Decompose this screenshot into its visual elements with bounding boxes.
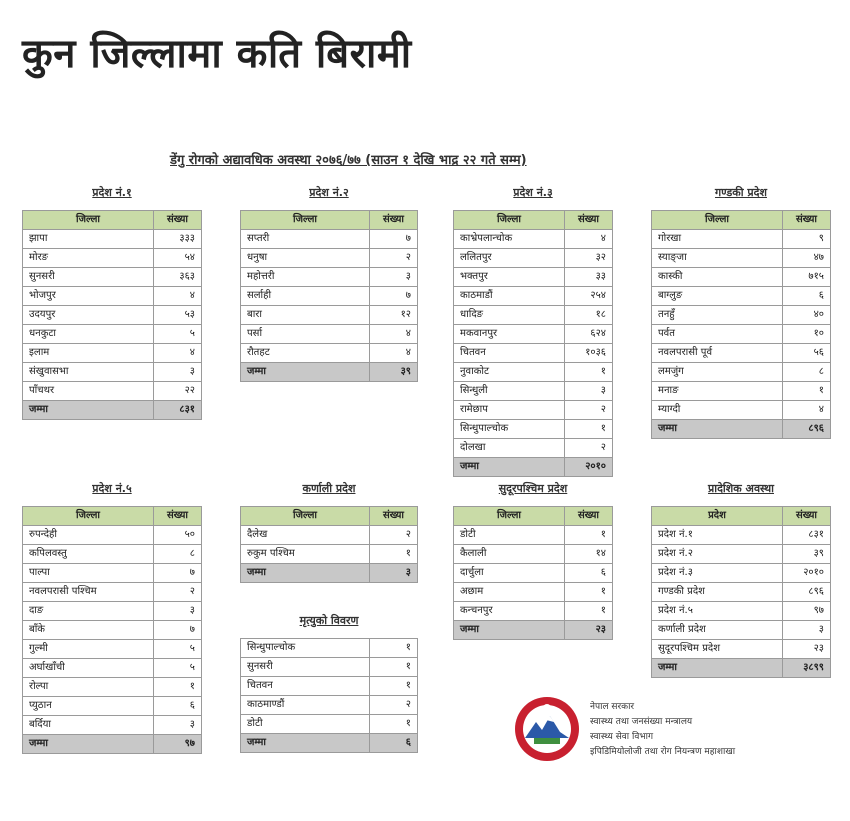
table-row xyxy=(23,230,202,249)
table-row xyxy=(23,249,202,268)
district-name: चितवन xyxy=(241,677,370,696)
district-name: रोल्पा xyxy=(23,678,154,697)
case-count: १८ xyxy=(565,306,613,325)
table-title: प्रदेश नं.१ xyxy=(92,186,132,199)
district-name: दैलेख xyxy=(241,526,370,545)
table-row xyxy=(23,697,202,716)
column-header: संख्या xyxy=(565,211,613,230)
total-count: ८३१ xyxy=(154,401,202,420)
district-name: मोरङ xyxy=(23,249,154,268)
case-count: १ xyxy=(565,363,613,382)
table-row xyxy=(241,344,418,363)
total-count: २०१० xyxy=(565,458,613,477)
case-count: २ xyxy=(565,439,613,458)
case-count: ७ xyxy=(154,621,202,640)
column-header: जिल्ला xyxy=(23,507,154,526)
district-name: दाङ xyxy=(23,602,154,621)
district-name: नुवाकोट xyxy=(454,363,565,382)
data-table xyxy=(651,506,831,678)
total-count: ९७ xyxy=(154,735,202,754)
table-block xyxy=(453,186,613,477)
district-name: सिन्धुपाल्चोक xyxy=(241,639,370,658)
district-name: नवलपरासी पश्चिम xyxy=(23,583,154,602)
column-header: जिल्ला xyxy=(23,211,154,230)
table-header-row xyxy=(241,211,418,230)
district-name: सर्लाही xyxy=(241,287,370,306)
table-row xyxy=(652,268,831,287)
district-name: रुकुम पश्चिम xyxy=(241,545,370,564)
case-count: ८९६ xyxy=(783,583,831,602)
table-header-row xyxy=(241,507,418,526)
case-count: १ xyxy=(565,602,613,621)
table-row xyxy=(454,306,613,325)
table-row xyxy=(652,401,831,420)
table-row xyxy=(241,658,418,677)
district-name: अर्घाखाँची xyxy=(23,659,154,678)
case-count: ३ xyxy=(154,363,202,382)
table-row xyxy=(23,268,202,287)
district-name: कैलाली xyxy=(454,545,565,564)
district-name: डोटी xyxy=(454,526,565,545)
table-row xyxy=(454,420,613,439)
district-name: काठमाडौं xyxy=(454,287,565,306)
district-name: इलाम xyxy=(23,344,154,363)
table-row xyxy=(23,306,202,325)
table-row xyxy=(23,678,202,697)
district-name: सप्तरी xyxy=(241,230,370,249)
table-header-row xyxy=(454,507,613,526)
agency-line: स्वास्थ्य तथा जनसंख्या मन्त्रालय xyxy=(590,717,693,727)
case-count: ८ xyxy=(154,545,202,564)
district-name: प्रदेश नं.२ xyxy=(652,545,783,564)
case-count: १०३६ xyxy=(565,344,613,363)
table-block xyxy=(22,482,202,754)
case-count: २५४ xyxy=(565,287,613,306)
case-count: १ xyxy=(783,382,831,401)
table-row xyxy=(241,545,418,564)
table-row xyxy=(652,564,831,583)
table-row xyxy=(23,716,202,735)
total-label: जम्मा xyxy=(23,401,154,420)
case-count: ५० xyxy=(154,526,202,545)
column-header: जिल्ला xyxy=(454,211,565,230)
case-count: ७ xyxy=(154,564,202,583)
case-count: २ xyxy=(370,526,418,545)
case-count: ८३१ xyxy=(783,526,831,545)
case-count: १ xyxy=(370,715,418,734)
total-row xyxy=(241,363,418,382)
nepal-government-emblem-icon xyxy=(512,694,582,764)
case-count: ३३३ xyxy=(154,230,202,249)
district-name: पर्वत xyxy=(652,325,783,344)
district-name: बाँके xyxy=(23,621,154,640)
total-label: जम्मा xyxy=(241,363,370,382)
total-count: ३ xyxy=(370,564,418,583)
agency-block xyxy=(590,700,735,760)
case-count: २२ xyxy=(154,382,202,401)
table-row xyxy=(652,545,831,564)
table-row xyxy=(241,696,418,715)
case-count: ४ xyxy=(154,287,202,306)
total-row xyxy=(454,458,613,477)
data-table xyxy=(453,210,613,477)
district-name: अछाम xyxy=(454,583,565,602)
data-table xyxy=(22,210,202,420)
case-count: ५४ xyxy=(154,249,202,268)
table-row xyxy=(23,640,202,659)
table-row xyxy=(241,715,418,734)
case-count: ७१५ xyxy=(783,268,831,287)
total-row xyxy=(241,564,418,583)
total-row xyxy=(652,659,831,678)
table-title: प्रदेश नं.५ xyxy=(92,482,132,495)
case-count: ६ xyxy=(783,287,831,306)
district-name: पाँचथर xyxy=(23,382,154,401)
case-count: ५६ xyxy=(783,344,831,363)
district-name: चितवन xyxy=(454,344,565,363)
table-block xyxy=(240,186,418,382)
case-count: ५ xyxy=(154,325,202,344)
total-label: जम्मा xyxy=(652,659,783,678)
column-header: जिल्ला xyxy=(454,507,565,526)
case-count: ३ xyxy=(370,268,418,287)
district-name: रामेछाप xyxy=(454,401,565,420)
table-row xyxy=(23,621,202,640)
table-row xyxy=(241,230,418,249)
total-label: जम्मा xyxy=(652,420,783,439)
table-row xyxy=(23,545,202,564)
table-row xyxy=(23,526,202,545)
table-row xyxy=(23,287,202,306)
table-title: प्रदेश नं.३ xyxy=(513,186,553,199)
case-count: ९ xyxy=(783,230,831,249)
table-row xyxy=(23,382,202,401)
case-count: १२ xyxy=(370,306,418,325)
table-row xyxy=(241,639,418,658)
case-count: ३ xyxy=(783,621,831,640)
case-count: १ xyxy=(370,677,418,696)
district-name: डोटी xyxy=(241,715,370,734)
table-row xyxy=(241,287,418,306)
case-count: १ xyxy=(565,583,613,602)
headline: कुन जिल्लामा कति बिरामी xyxy=(22,31,412,77)
table-row xyxy=(241,325,418,344)
district-name: धनुषा xyxy=(241,249,370,268)
total-count: २३ xyxy=(565,621,613,640)
table-row xyxy=(652,249,831,268)
district-name: बर्दिया xyxy=(23,716,154,735)
table-row xyxy=(652,325,831,344)
total-count: ६ xyxy=(370,734,418,753)
table-row xyxy=(652,287,831,306)
district-name: प्रदेश नं.३ xyxy=(652,564,783,583)
table-row xyxy=(23,659,202,678)
case-count: ४ xyxy=(154,344,202,363)
table-header-row xyxy=(23,211,202,230)
district-name: कर्णाली प्रदेश xyxy=(652,621,783,640)
district-name: दार्चुला xyxy=(454,564,565,583)
case-count: १ xyxy=(370,658,418,677)
table-header-row xyxy=(23,507,202,526)
column-header: संख्या xyxy=(565,507,613,526)
case-count: १४ xyxy=(565,545,613,564)
table-row xyxy=(652,640,831,659)
table-row xyxy=(454,583,613,602)
total-label: जम्मा xyxy=(241,564,370,583)
table-row xyxy=(23,583,202,602)
district-name: सुनसरी xyxy=(241,658,370,677)
case-count: ३ xyxy=(154,602,202,621)
table-row xyxy=(241,306,418,325)
case-count: २ xyxy=(154,583,202,602)
report-title: डेंगु रोगको अद्यावधिक अवस्था २०७६/७७ (साउन १ देखि भाद्र २२ गते सम्म) xyxy=(170,153,527,168)
district-name: कपिलवस्तु xyxy=(23,545,154,564)
district-name: सिन्धुली xyxy=(454,382,565,401)
table-row xyxy=(454,401,613,420)
total-row xyxy=(454,621,613,640)
table-row xyxy=(652,230,831,249)
column-header: संख्या xyxy=(154,211,202,230)
table-row xyxy=(241,677,418,696)
table-title: कर्णाली प्रदेश xyxy=(302,482,356,495)
column-header: संख्या xyxy=(154,507,202,526)
case-count: ५ xyxy=(154,640,202,659)
total-row xyxy=(23,735,202,754)
total-count: ३९ xyxy=(370,363,418,382)
table-title: प्रदेश नं.२ xyxy=(309,186,349,199)
case-count: ५ xyxy=(154,659,202,678)
table-row xyxy=(454,602,613,621)
column-header: प्रदेश xyxy=(652,507,783,526)
case-count: १० xyxy=(783,325,831,344)
district-name: प्युठान xyxy=(23,697,154,716)
case-count: ३९ xyxy=(783,545,831,564)
table-row xyxy=(652,602,831,621)
table-title: सुदूरपश्चिम प्रदेश xyxy=(498,482,568,495)
case-count: १ xyxy=(154,678,202,697)
data-table xyxy=(240,210,418,382)
table-row xyxy=(454,526,613,545)
district-name: म्याग्दी xyxy=(652,401,783,420)
district-name: पर्सा xyxy=(241,325,370,344)
district-name: भोजपुर xyxy=(23,287,154,306)
district-name: भक्तपुर xyxy=(454,268,565,287)
case-count: २३ xyxy=(783,640,831,659)
case-count: ६२४ xyxy=(565,325,613,344)
data-table xyxy=(22,506,202,754)
case-count: ७ xyxy=(370,287,418,306)
agency-line: स्वास्थ्य सेवा विभाग xyxy=(590,732,654,742)
district-name: मकवानपुर xyxy=(454,325,565,344)
case-count: २ xyxy=(370,696,418,715)
case-count: ४७ xyxy=(783,249,831,268)
table-header-row xyxy=(454,211,613,230)
table-row xyxy=(454,325,613,344)
total-count: ८९६ xyxy=(783,420,831,439)
table-header-row xyxy=(652,211,831,230)
data-table xyxy=(651,210,831,439)
case-count: ४ xyxy=(370,344,418,363)
total-count: ३८९९ xyxy=(783,659,831,678)
table-row xyxy=(652,526,831,545)
case-count: १ xyxy=(565,420,613,439)
table-row xyxy=(23,325,202,344)
table-row xyxy=(454,344,613,363)
table-row xyxy=(454,363,613,382)
case-count: ८ xyxy=(783,363,831,382)
total-label: जम्मा xyxy=(23,735,154,754)
table-header-row xyxy=(652,507,831,526)
table-block xyxy=(651,186,831,439)
table-row xyxy=(454,230,613,249)
case-count: ३३ xyxy=(565,268,613,287)
agency-line: इपिडिमियोलोजी तथा रोग नियन्त्रण महाशाखा xyxy=(590,747,736,757)
table-row xyxy=(652,344,831,363)
table-row xyxy=(652,363,831,382)
case-count: ४० xyxy=(783,306,831,325)
table-row xyxy=(454,545,613,564)
district-name: दोलखा xyxy=(454,439,565,458)
case-count: ३ xyxy=(154,716,202,735)
column-header: संख्या xyxy=(783,211,831,230)
case-count: ७ xyxy=(370,230,418,249)
district-name: गुल्मी xyxy=(23,640,154,659)
district-name: झापा xyxy=(23,230,154,249)
table-row xyxy=(454,382,613,401)
total-label: जम्मा xyxy=(241,734,370,753)
table-block xyxy=(22,186,202,420)
district-name: बाग्लुङ xyxy=(652,287,783,306)
column-header: संख्या xyxy=(370,507,418,526)
total-label: जम्मा xyxy=(454,458,565,477)
column-header: जिल्ला xyxy=(241,507,370,526)
table-block xyxy=(240,482,418,583)
district-name: उदयपुर xyxy=(23,306,154,325)
table-block xyxy=(651,482,831,678)
total-label: जम्मा xyxy=(454,621,565,640)
table-row xyxy=(454,439,613,458)
column-header: संख्या xyxy=(783,507,831,526)
district-name: प्रदेश नं.१ xyxy=(652,526,783,545)
case-count: २०१० xyxy=(783,564,831,583)
district-name: कास्की xyxy=(652,268,783,287)
table-block xyxy=(453,482,613,640)
district-name: संखुवासभा xyxy=(23,363,154,382)
district-name: सुदूरपश्चिम प्रदेश xyxy=(652,640,783,659)
district-name: मनाङ xyxy=(652,382,783,401)
table-title: प्रादेशिक अवस्था xyxy=(707,482,774,495)
total-row xyxy=(23,401,202,420)
table-row xyxy=(652,306,831,325)
table-row xyxy=(652,583,831,602)
table-row xyxy=(241,249,418,268)
case-count: ९७ xyxy=(783,602,831,621)
district-name: धादिङ xyxy=(454,306,565,325)
district-name: पाल्पा xyxy=(23,564,154,583)
table-title: गण्डकी प्रदेश xyxy=(714,186,767,199)
case-count: ६ xyxy=(565,564,613,583)
table-row xyxy=(652,621,831,640)
district-name: तनहुँ xyxy=(652,306,783,325)
case-count: ३ xyxy=(565,382,613,401)
case-count: १ xyxy=(565,526,613,545)
total-row xyxy=(241,734,418,753)
case-count: २ xyxy=(370,249,418,268)
district-name: बारा xyxy=(241,306,370,325)
table-row xyxy=(241,268,418,287)
district-name: ललितपुर xyxy=(454,249,565,268)
table-row xyxy=(23,602,202,621)
case-count: ४ xyxy=(783,401,831,420)
table-row xyxy=(454,249,613,268)
district-name: धनकुटा xyxy=(23,325,154,344)
table-row xyxy=(454,287,613,306)
data-table xyxy=(240,638,418,753)
table-title: मृत्युको विवरण xyxy=(299,614,359,627)
district-name: रुपन्देही xyxy=(23,526,154,545)
district-name: लमजुंग xyxy=(652,363,783,382)
district-name: कन्चनपुर xyxy=(454,602,565,621)
district-name: प्रदेश नं.५ xyxy=(652,602,783,621)
case-count: १ xyxy=(370,545,418,564)
case-count: ४ xyxy=(565,230,613,249)
district-name: सिन्धुपाल्चोक xyxy=(454,420,565,439)
district-name: सुनसरी xyxy=(23,268,154,287)
case-count: ३२ xyxy=(565,249,613,268)
table-block xyxy=(240,614,418,753)
table-row xyxy=(23,363,202,382)
district-name: स्याङ्जा xyxy=(652,249,783,268)
table-row xyxy=(454,564,613,583)
table-row xyxy=(241,526,418,545)
district-name: रौतहट xyxy=(241,344,370,363)
case-count: ४ xyxy=(370,325,418,344)
agency-line: नेपाल सरकार xyxy=(590,702,635,712)
table-row xyxy=(454,268,613,287)
case-count: ६ xyxy=(154,697,202,716)
data-table xyxy=(240,506,418,583)
total-row xyxy=(652,420,831,439)
district-name: महोत्तरी xyxy=(241,268,370,287)
data-table xyxy=(453,506,613,640)
case-count: ५३ xyxy=(154,306,202,325)
district-name: काभ्रेपलान्चोक xyxy=(454,230,565,249)
table-row xyxy=(23,564,202,583)
table-row xyxy=(652,382,831,401)
column-header: संख्या xyxy=(370,211,418,230)
district-name: काठमाण्डौं xyxy=(241,696,370,715)
case-count: ३६३ xyxy=(154,268,202,287)
district-name: नवलपरासी पूर्व xyxy=(652,344,783,363)
table-row xyxy=(23,344,202,363)
case-count: १ xyxy=(370,639,418,658)
column-header: जिल्ला xyxy=(652,211,783,230)
district-name: गोरखा xyxy=(652,230,783,249)
district-name: गण्डकी प्रदेश xyxy=(652,583,783,602)
case-count: २ xyxy=(565,401,613,420)
column-header: जिल्ला xyxy=(241,211,370,230)
